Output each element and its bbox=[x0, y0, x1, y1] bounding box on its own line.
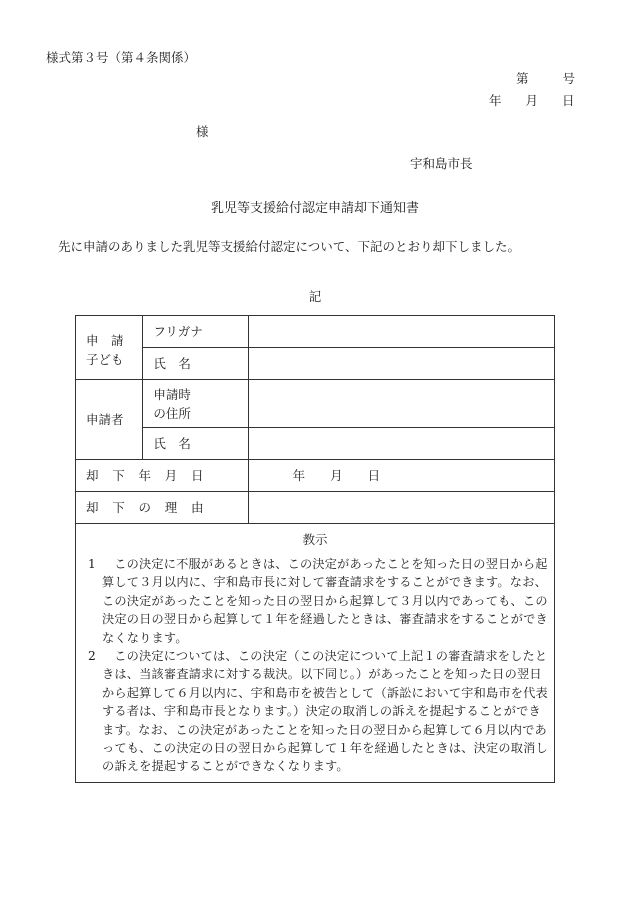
recipient: 様 bbox=[196, 124, 209, 139]
applicant-group-label: 申請者 bbox=[76, 380, 143, 460]
rejection-reason-label: 却下の理由 bbox=[76, 492, 249, 524]
doc-number-suffix: 号 bbox=[562, 71, 576, 86]
date-month: 月 bbox=[525, 93, 539, 108]
note-item bbox=[88, 555, 548, 647]
document-date bbox=[489, 91, 575, 109]
record-table bbox=[75, 315, 555, 783]
child-furigana-field[interactable] bbox=[248, 316, 554, 348]
issuer: 宇和島市長 bbox=[410, 156, 473, 171]
note-number: 1 bbox=[88, 557, 96, 571]
applicant-name-label: 氏 名 bbox=[143, 428, 248, 460]
intro-text: 先に申請のありました乳児等支援給付認定について、下記のとおり却下しました。 bbox=[58, 239, 521, 254]
rejection-date-label: 却下年月日 bbox=[76, 460, 249, 492]
rejection-date-value[interactable]: 年 月 日 bbox=[248, 460, 554, 492]
child-group-label: 申 請 子ども bbox=[76, 316, 143, 380]
doc-number-prefix: 第 bbox=[516, 71, 529, 86]
ki-heading: 記 bbox=[308, 289, 322, 304]
date-day: 日 bbox=[562, 93, 575, 108]
document-number bbox=[516, 69, 575, 87]
note-item bbox=[88, 647, 548, 776]
child-furigana-label: フリガナ bbox=[143, 316, 248, 348]
kyoji-notes bbox=[76, 551, 555, 782]
note-number: 2 bbox=[88, 649, 96, 664]
rejection-reason-field[interactable] bbox=[248, 492, 554, 524]
note-text: この決定については、この決定（この決定について上記１の審査請求をしたときは、当該審査請求に対する裁決。以下同じ。）があったことを知った日の翌日から起算して６月以内に、宇和島市を被告として（訴訟において宇和島市を代表する者は、宇和島市長となります。）決定の取消しの訴えを提起することができます。なお、この決定があったことを知った日の翌日から起算して６月以内であっても、この決定の日の翌日から起算して１年を経過したときは、決定の取消しの訴えを提起することができなくなります。 bbox=[102, 649, 548, 774]
child-name-field[interactable] bbox=[248, 348, 554, 380]
date-year: 年 bbox=[489, 93, 502, 108]
applicant-name-field[interactable] bbox=[248, 428, 554, 460]
applicant-address-label: 申請時 の住所 bbox=[143, 380, 248, 428]
document-title: 乳児等支援給付認定申請却下通知書 bbox=[210, 201, 419, 216]
form-number: 様式第３号（第４条関係） bbox=[46, 50, 197, 65]
kyoji-heading: 教示 bbox=[76, 524, 555, 552]
applicant-address-field[interactable] bbox=[248, 380, 554, 428]
note-text: この決定に不服があるときは、この決定があったことを知った日の翌日から起算して３月以内に、宇和島市長に対して審査請求をすることができます。なお、この決定があったことを知った日の翌日から起算して３月以内であっても、この決定の日の翌日から起算して１年を経過したときは、審査請求をすることができなくなります。 bbox=[102, 557, 548, 645]
child-name-label: 氏 名 bbox=[143, 348, 248, 380]
